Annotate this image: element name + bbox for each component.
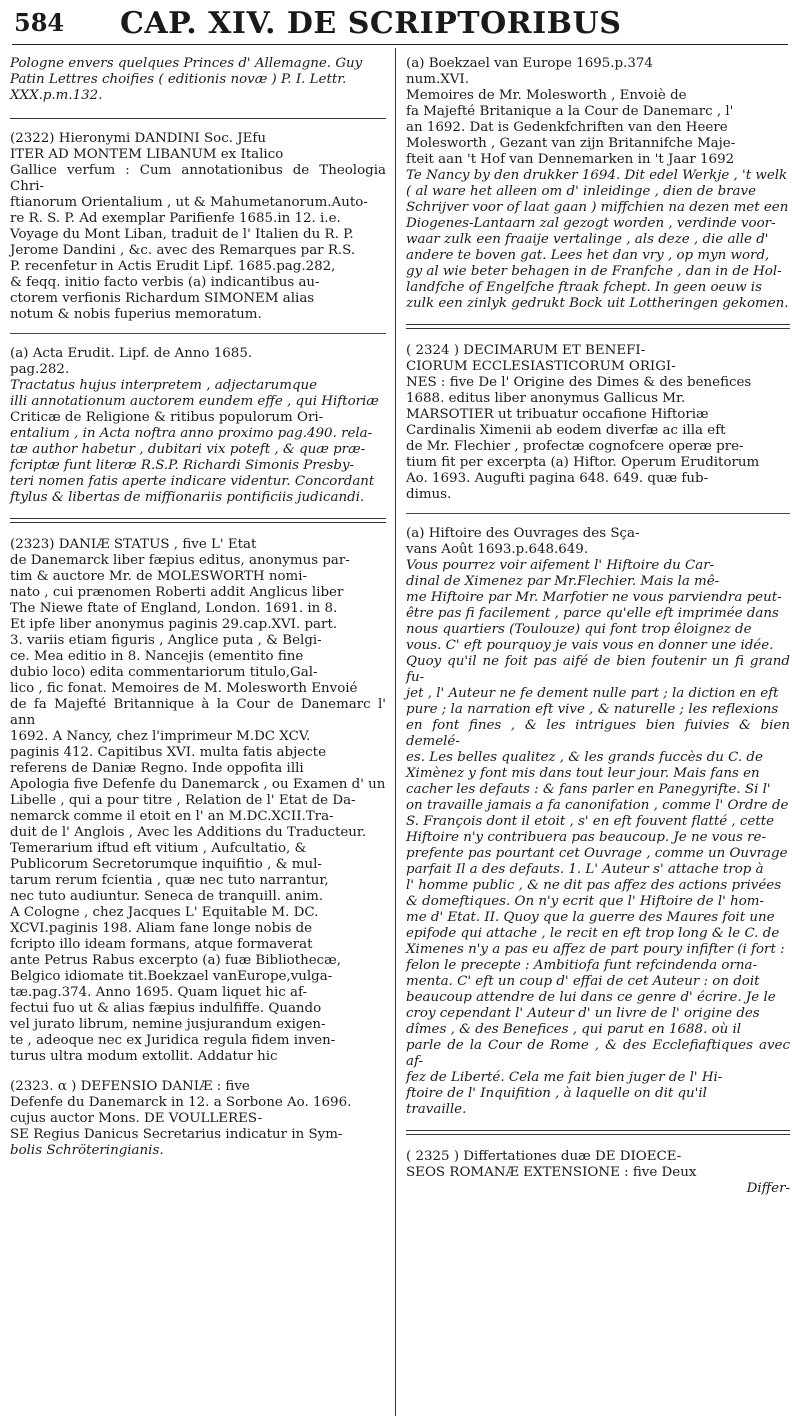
footnote-2324 (406, 526, 790, 1118)
text-line: fez de Liberté. Cela me fait bien juger de l' Hi- (406, 1070, 723, 1085)
text-line: (a) Hiftoire des Ouvrages des Sça- (406, 526, 640, 541)
text-line: SEOS ROMANÆ EXTENSIONE : five Deux (406, 1165, 697, 1180)
text-line: ftianorum Orientalium , ut & Mahumetanorum.Auto- (10, 195, 368, 210)
section-rule (10, 518, 386, 523)
text-line: Ao. 1693. Augufti pagina 648. 649. quæ fub- (406, 471, 709, 486)
text-line: dîmes , & des Benefices , qui parut en 1688. où il (406, 1022, 742, 1037)
text-line: ante Petrus Rabus excerpto (a) fuæ Bibliothecæ, (10, 953, 342, 968)
text-line: referens de Daniæ Regno. Inde oppofita illi (10, 761, 304, 776)
text-line: nemarck comme il etoit en l' an M.DC.XCII.Tra- (10, 809, 334, 824)
spacer (10, 1065, 386, 1079)
text-line: jet , l' Auteur ne fe dement nulle part ; la diction en eft (406, 686, 779, 701)
text-line: fcriptæ funt literæ R.S.P. Richardi Simonis Presby- (10, 458, 355, 473)
text-line: dimus. (406, 487, 452, 502)
text-line: an 1692. Dat is Gedenkfchriften van den Heere (406, 120, 728, 135)
page-number: 584 (14, 8, 65, 37)
text-line: Apologia five Defenfe du Danemarck , ou Examen d' un (10, 777, 386, 792)
section-rule (406, 1130, 790, 1135)
entry-heading: (2323. α ) DEFENSIO DANIÆ : five (10, 1079, 250, 1094)
text-line: NES : five De l' Origine des Dimes & des benefices (406, 375, 752, 390)
text-line: vous. C' eft pourquoy je vais vous en donner une idée. (406, 638, 774, 653)
text-line: XCVI.paginis 198. Aliam fane longe nobis de (10, 921, 313, 936)
text-line: pag.282. (10, 362, 70, 377)
text-line: 1688. editus liber anonymus Gallicus Mr. (406, 391, 686, 406)
text-line: te , adeoque nec ex Juridica regula fidem inven- (10, 1033, 336, 1048)
text-line: Molesworth , Gezant van zijn Britannifche Maje- (406, 136, 736, 151)
text-line: The Niewe ftate of England, London. 1691. in 8. (10, 601, 338, 616)
text-line: gy al wie beter behagen in de Franfche , dan in de Hol- (406, 264, 782, 279)
text-line: lico , fic fonat. Memoires de M. Molesworth Envoié (10, 681, 358, 696)
text-line: S. François dont il etoit , s' en eft fouvent flatté , cette (406, 814, 775, 829)
catchword: Differ- (746, 1181, 790, 1196)
text-line: cujus auctor Mons. DE VOULLERES- (10, 1111, 263, 1126)
text-line: Libelle , qui a pour titre , Relation de l' Etat de Da- (10, 793, 356, 808)
footnote-rule (406, 513, 790, 514)
text-line: nous quartiers (Toulouze) qui font trop êloignez de (406, 622, 752, 637)
text-line: tæ.pag.374. Anno 1695. Quam liquet hic af- (10, 985, 308, 1000)
text-line: menta. C' eft un coup d' effai de cet Auteur : on doit (406, 974, 760, 989)
text-line: parfait Il a des defauts. 1. L' Auteur s' attache trop à (406, 862, 764, 877)
text-line: andere te boven gat. Lees het dan vry , op myn word, (406, 248, 770, 263)
text-line: beaucoup attendre de lui dans ce genre d' écrire. Je le (406, 990, 776, 1005)
text-line: SE Regius Danicus Secretarius indicatur in Sym- (10, 1127, 343, 1142)
text-line: Te Nancy by den drukker 1694. Dit edel Werkje , 't welk (406, 168, 788, 183)
text-line: fteit aan 't Hof van Dennemarken in 't Jaar 1692 (406, 152, 735, 167)
text-line: en font fines , & les intrigues bien fuivies & bien demelé- (406, 718, 790, 749)
text-line: Publicorum Secretorumque inquifitio , & mul- (10, 857, 322, 872)
text-line: epifode qui attache , le recit en eft trop long & le C. de (406, 926, 780, 941)
footnote-2322 (10, 346, 386, 506)
text-line: tæ author habetur , dubitari vix poteft , & quæ præ- (10, 442, 366, 457)
entry-2323-alpha (10, 1079, 386, 1159)
section-rule (406, 324, 790, 329)
text-line: fa Majefté Britanique a la Cour de Danemarc , l' (406, 104, 734, 119)
text-line: illi annotationum auctorem eundem effe , qui Hiftoriæ (10, 394, 379, 409)
text-line: fcripto illo ideam formans, atque formaverat (10, 937, 313, 952)
text-line: Diogenes-Lantaarn zal gezogt worden , verdinde voor- (406, 216, 776, 231)
text-line: Vous pourrez voir aifement l' Hiftoire du Car- (406, 558, 715, 573)
text-line: nec tuto audiuntur. Seneca de tranquill. anim. (10, 889, 324, 904)
footnote-2323 (406, 56, 790, 312)
text-line: 3. variis etiam figuris , Anglice puta , & Belgi- (10, 633, 322, 648)
text-line: Defenfe du Danemarck in 12. a Sorbone Ao. 1696. (10, 1095, 352, 1110)
text-line: croy cependant l' Auteur d' un livre de l' origine des (406, 1006, 760, 1021)
text-line: Et ipfe liber anonymus paginis 29.cap.XVI. part. (10, 617, 338, 632)
entry-2322 (10, 131, 386, 323)
entry-heading: (2323) DANIÆ STATUS , five L' Etat (10, 537, 257, 552)
header-rule (12, 44, 788, 45)
entry-2325 (406, 1149, 790, 1197)
text-line: (a) Acta Erudit. Lipf. de Anno 1685. (10, 346, 253, 361)
text-line: pure ; la narration eft vive , & naturelle ; les reflexions (406, 702, 779, 717)
text-line: l' homme public , & ne dit pas affez des actions privées (406, 878, 782, 893)
text-line: bolis Schröteringianis. (10, 1143, 164, 1158)
text-line: tium fit per excerpta (a) Hiftor. Operum Eruditorum (406, 455, 760, 470)
text-line: landfche of Engelfche ftraak fchept. In geen oeuw is (406, 280, 762, 295)
text-line: duit de l' Anglois , Avec les Additions du Traducteur. (10, 825, 367, 840)
text-line: Voyage du Mont Liban, traduit de l' Italien du R. P. (10, 227, 354, 242)
text-line: Cardinalis Ximenii ab eodem diverfæ ac illa eft (406, 423, 726, 438)
text-line: ftylus & libertas de miffionariis pontificiis judicandi. (10, 490, 365, 505)
entry-heading: (2322) Hieronymi DANDINI Soc. JEfu (10, 131, 266, 146)
text-line: être pas fi facilement , parce qu'elle eft imprimée dans (406, 606, 779, 621)
text-line: Ximenes n'y a pas eu affez de part poury infifter (i fort : (406, 942, 785, 957)
text-line: Criticæ de Religione & ritibus populorum Ori- (10, 410, 324, 425)
text-line: teri nomen fatis aperte indicare videntur. Concordant (10, 474, 375, 489)
text-line: (a) Boekzael van Europe 1695.p.374 (406, 56, 653, 71)
text-line: 1692. A Nancy, chez l'imprimeur M.DC XCV. (10, 729, 311, 744)
text-line: Quoy qu'il ne foit pas aifé de bien foutenir un fi grand fu- (406, 654, 790, 685)
text-line: vans Août 1693.p.648.649. (406, 542, 589, 557)
text-line: Hiftoire n'y contribuera pas beaucoup. Je ne vous re- (406, 830, 767, 845)
text-line: Tractatus hujus interpretem , adjectarumque (10, 378, 318, 393)
text-line: ctorem verfionis Richardum SIMONEM alias (10, 291, 315, 306)
text-line: num.XVI. (406, 72, 469, 87)
right-column (406, 56, 790, 1197)
footnote-rule (10, 333, 386, 334)
left-column (10, 56, 386, 1159)
text-line: zulk een zinlyk gedrukt Bock uit Lottheringen gekomen. (406, 296, 789, 311)
text-line: fectui fuo ut & alias fæpius indulfiffe. Quando (10, 1001, 322, 1016)
text-line: A Cologne , chez Jacques L' Equitable M. DC. (10, 905, 319, 920)
text-line: paginis 412. Capitibus XVI. multa fatis abjecte (10, 745, 326, 760)
text-line: me d' Etat. II. Quoy que la guerre des Maures foit une (406, 910, 775, 925)
text-line: Patin Lettres choifies ( editionis novæ ) P. I. Lettr. (10, 72, 347, 87)
text-line: Schrijver voor of laat gaan ) miffchien na dezen met een (406, 200, 789, 215)
column-divider (395, 48, 396, 1416)
text-line: MARSOTIER ut tribuatur occafione Hiftoriæ (406, 407, 709, 422)
text-line: turus ultra modum extollit. Addatur hic (10, 1049, 278, 1064)
text-line: me Hiftoire par Mr. Marfotier ne vous parviendra peut- (406, 590, 782, 605)
text-line: es. Les belles qualitez , & les grands fuccès du C. de (406, 750, 763, 765)
entry-2324 (406, 343, 790, 503)
text-line: dubio loco) edita commentariorum titulo,Gal- (10, 665, 318, 680)
text-line: P. recenfetur in Actis Erudit Lipf. 1685.pag.282, (10, 259, 336, 274)
text-line: felon le precepte : Ambitiofa funt refcindenda orna- (406, 958, 757, 973)
text-line: Jerome Dandini , &c. avec des Remarques par R.S. (10, 243, 356, 258)
text-line: vel jurato librum, nemine jusjurandum exigen- (10, 1017, 326, 1032)
text-line: ITER AD MONTEM LIBANUM ex Italico (10, 147, 284, 162)
text-line: ftoire de l' Inquifition , à laquelle on dit qu'il (406, 1086, 707, 1101)
text-line: cacher les defauts : & fans parler en Panegyrifte. Si l' (406, 782, 771, 797)
entry-2323 (10, 537, 386, 1065)
text-line: on travaille jamais a fa canonifation , comme l' Ordre de (406, 798, 789, 813)
text-line: CIORUM ECCLESIASTICORUM ORIGI- (406, 359, 676, 374)
text-line: ( al ware het alleen om d' inleidinge , dien de brave (406, 184, 757, 199)
text-line: re R. S. P. Ad exemplar Parifienfe 1685.in 12. i.e. (10, 211, 341, 226)
text-line: & feqq. initio facto verbis (a) indicantibus au- (10, 275, 320, 290)
text-line: XXX.p.m.132. (10, 88, 103, 103)
text-line: Pologne envers quelques Princes d' Allemagne. Guy (10, 56, 363, 71)
text-line: de fa Majefté Britannique à la Cour de Danemarc l' ann (10, 697, 386, 728)
text-line: Temerarium iftud eft vitium , Aufcultatio, & (10, 841, 307, 856)
text-line: ce. Mea editio in 8. Nancejis (ementito fine (10, 649, 304, 664)
text-line: waar zulk een fraaije vertalinge , als deze , die alle d' (406, 232, 769, 247)
top-reference (10, 56, 386, 104)
text-line: tim & auctore Mr. de MOLESWORTH nomi- (10, 569, 308, 584)
running-title: CAP. XIV. DE SCRIPTORIBUS (120, 6, 622, 41)
text-line: Memoires de Mr. Molesworth , Envoiè de (406, 88, 687, 103)
running-header (10, 6, 790, 40)
section-rule (10, 118, 386, 119)
text-line: nato , cui prænomen Roberti addit Anglicus liber (10, 585, 344, 600)
text-line: de Danemarck liber fæpius editus, anonymus par- (10, 553, 350, 568)
text-line: prefente pas pourtant cet Ouvrage , comme un Ouvrage (406, 846, 788, 861)
text-line: de Mr. Flechier , profectæ cognofcere operæ pre- (406, 439, 744, 454)
text-line: travaille. (406, 1102, 467, 1117)
text-line: parle de la Cour de Rome , & des Ecclefiaftiques avec af- (406, 1038, 790, 1069)
text-line: Belgico idiomate tit.Boekzael vanEurope,vulga- (10, 969, 333, 984)
text-line: notum & nobis fuperius memoratum. (10, 307, 262, 322)
text-line: & domeftiques. On n'y ecrit que l' Hiftoire de l' hom- (406, 894, 764, 909)
text-line: dinal de Ximenez par Mr.Flechier. Mais la mê- (406, 574, 720, 589)
text-line: tarum rerum fcientia , quæ nec tuto narrantur, (10, 873, 329, 888)
text-line: Gallice verfum : Cum annotationibus de Theologia Chri- (10, 163, 386, 194)
text-line: Ximènez y font mis dans tout leur jour. Mais fans en (406, 766, 760, 781)
entry-heading: ( 2324 ) DECIMARUM ET BENEFI- (406, 343, 646, 358)
entry-heading: ( 2325 ) Differtationes duæ DE DIOECE- (406, 1149, 682, 1164)
text-line: entalium , in Acta noftra anno proximo pag.490. rela- (10, 426, 373, 441)
